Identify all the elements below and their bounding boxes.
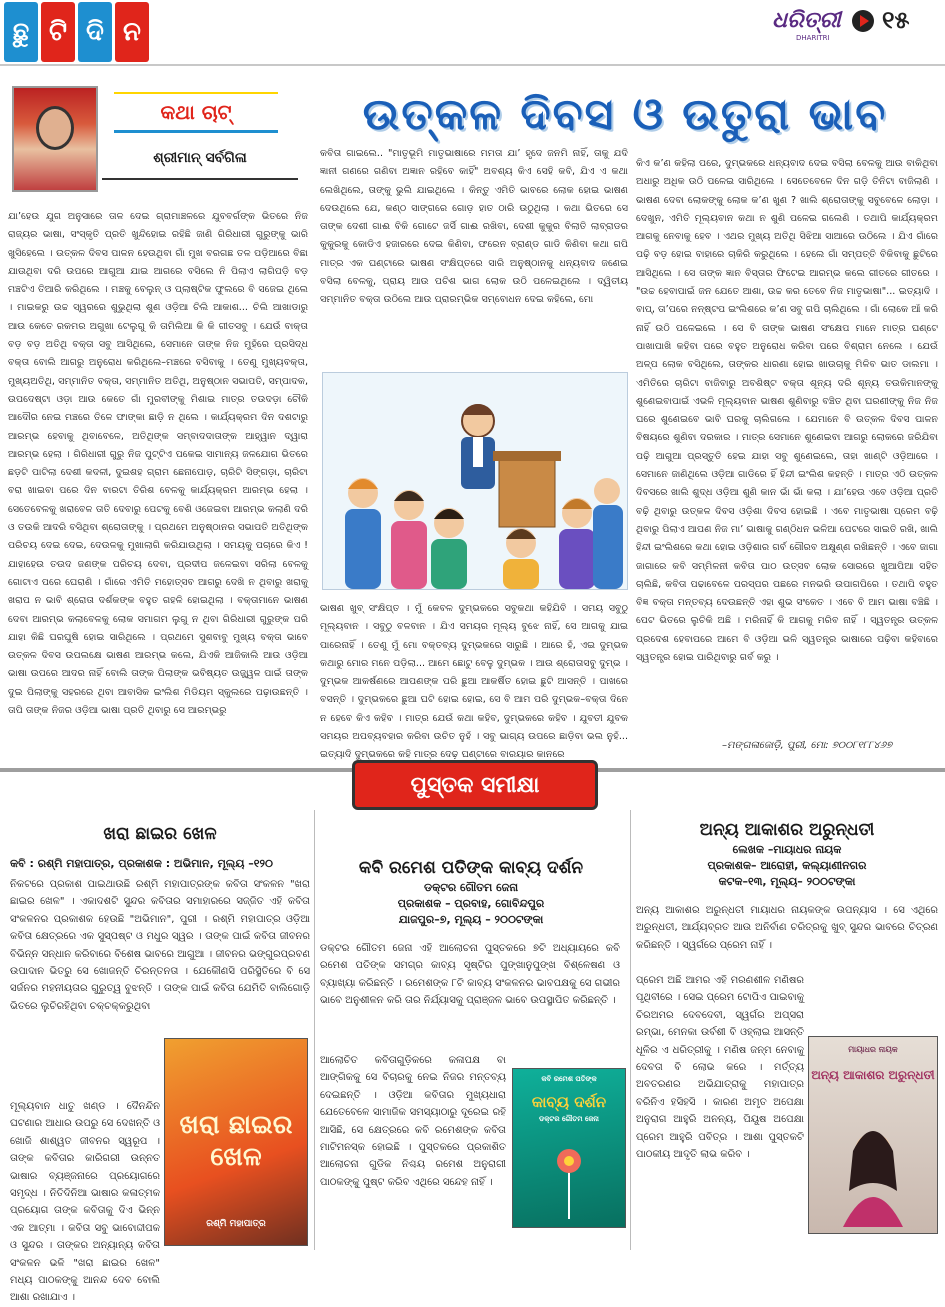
article-headline: ଉତ୍କଳ ଦିବସ ଓ ଉତୁରା ଭାବ bbox=[362, 88, 888, 140]
woman-portrait-icon bbox=[833, 1117, 913, 1227]
newspaper-logo: ଧରିତ୍ରୀ bbox=[772, 8, 841, 33]
author-divider bbox=[102, 178, 298, 180]
review-title-1: ଖରା ଛାଇର ଖେଳ bbox=[103, 824, 217, 844]
flower-icon bbox=[549, 1139, 589, 1219]
review-text-1-cont: ମୂଲ୍ୟବାନ ଧାତୁ ଖଣ୍ଡ । ଦୈନନ୍ଦିନ ଘଟଣାର ଆଧାର ଉପରୁ ସେ ଦେଖନ୍ତି ଓ ଖୋଜି ଶାଶ୍ୱତ ଜୀବନର ସ୍ୱରୂପ । ତାଙ୍କ କବିତାର କାରିଗରୀ ଉନ୍ନତ ଭାଷାର ବ୍ୟଞ୍ଜନାରେ ପ୍ରୟୋଗରେ ସମୃଦ୍ଧ । ନିତିଦିନିଆ ଭାଷାର କଳାତ୍ମକ ପ୍ରୟୋଗ ତାଙ୍କ କବିତାକୁ ଦିଏ ଭିନ୍ନ ଏକ ଆତ୍ମା । କବିତା ସବୁ ଭାବୋଦ୍ଦୀପକ ଓ ସୁନ୍ଦର । ତାଙ୍କର ଅନ୍ୟାନ୍ୟ କବିତା ସଂକଳନ ଭଳି "ଖରା ଛାଇର ଖେଳ" ମଧ୍ୟ ପାଠକଙ୍କୁ ଆନନ୍ଦ ଦେବ ବୋଲି ଆଶା ରଖାଯାଏ । bbox=[10, 1101, 160, 1304]
section-letter: ଟି bbox=[41, 2, 75, 62]
author-photo bbox=[12, 86, 98, 192]
column-divider bbox=[630, 810, 631, 1250]
review-text-3-cont: ପ୍ରେମ ଅଛି ଆମର ଏହି ମରଣଶୀଳ ମଣିଷର ପୃଥିବୀରେ । ସେଇ ପ୍ରେମ ଟୋପିଏ ପାଇବାକୁ ଚିରଅମର ଦେବଦେବୀ, ସ୍ୱର୍ଗର ଅପ୍ସରା ରମ୍ଭା, ମେନକା ଉର୍ବଶୀ ବି ଓହ୍ଲାଇ ଆସନ୍ତି ଧୂଳିର ଏ ଧରିତ୍ରୀକୁ । ମଣିଷ ଜନ୍ମ ନେବାକୁ ଦେବତା ବି ଲୋଭ କରେ । ମର୍ତ୍ତ୍ୟ ଅବତରଣର ଅଭିଯାତ୍ରାକୁ ମହାପାତ୍ର ବରିନିଏ ହସିହସି । କାରଣ ଅମୃତ ଅପେକ୍ଷା ଅନୁରାଗ ଆହୁରି ଅନନ୍ୟ, ପିୟୂଷ ଅପେକ୍ଷା ପ୍ରେମ ଆହୁରି ପବିତ୍ର । ଆଶା ପୁସ୍ତକଟି ପାଠକୀୟ ଆଦୃତି ଲାଭ କରିବ । bbox=[636, 975, 804, 1161]
review-meta-1: କବି : ରଶ୍ମି ମହାପାତ୍ର, ପ୍ରକାଶକ : ଅଭିମାନ, ମୂଲ୍ୟ –୧୨୦ bbox=[10, 857, 273, 870]
review-meta-3: ଲେଖକ –ମାୟାଧର ନାୟକ ପ୍ରକାଶକ– ଆରୋହୀ, କଲ୍ୟାଣୀନଗର କଟକ–୧୩, ମୂଲ୍ୟ– ୨୦୦ଟଙ୍କା bbox=[707, 843, 867, 888]
column-title: କଥା ଚାଟ୍ bbox=[114, 92, 278, 133]
review-text-3: ଅନ୍ୟ ଆକାଶର ଅରୁନ୍ଧତୀ ମାୟାଧର ନାୟକଙ୍କ ଉପନ୍ୟାସ । ସେ ଏଥିରେ ଅରୁନ୍ଧତୀ, ଆର୍ଯ୍ୟବ୍ରତ ଆଉ ଅନିର୍ବାଣ ଚରିତ୍ରକୁ ଖୁବ୍ ସୁନ୍ଦର ଭାବରେ ଚିତ୍ରଣ କରିଛନ୍ତି । ସ୍ୱର୍ଗରେ ପ୍ରେମ ନାହିଁ । bbox=[636, 905, 938, 951]
book-cover-3 bbox=[808, 1036, 938, 1234]
review-text-1: ନିକଟରେ ପ୍ରକାଶ ପାଇଥାଉଛି ରଶ୍ମି ମହାପାତ୍ରଙ୍କ କବିତା ସଂକଳନ "ଖରା ଛାଇର ଖେଳ" । ଏକାଦଶଟି ସୁନ୍ଦର କବିତାର ସମାହାରରେ ସଜ୍ଜିତ ଏହି କବିତା ସଂକଳନର ପ୍ରକାଶକ ହେଉଛି "ଅଭିମାନ", ପୁରୀ । ରଶ୍ମି ମହାପାତ୍ର ଓଡ଼ିଆ କବିତା କ୍ଷେତ୍ରରେ ଏକ ସୁସ୍ପଷ୍ଟ ଓ ମଧୁର ସ୍ୱର । ତାଙ୍କ ପାଇଁ କବିତା ଜୀବନର ବିଭିନ୍ନ ସନ୍ଧାନ କରିବାରେ ବିଶେଷ ଭାବରେ ଆଗୁଆ । ଜୀବନର ଭଙ୍ଗୁରପ୍ରବଣ ଉପାଦାନ ଭିତରୁ ସେ ଖୋଜନ୍ତି ଚିରନ୍ତନତା । ଯେକୌଣସି ପରିସ୍ଥିତିରେ ବି ସେ ସର୍ଜନର ମହନୀୟତାର ଗୁରୁତ୍ୱ ବୁଝନ୍ତି । ତାଙ୍କ ପାଇଁ କବିତା ଯେମିତି ବାଲିଗୋଡ଼ି ଭିତରେ ଲୁଚିରହିଥିବା ଚକ୍‌ଚକ୍‌କରୁଥିବା bbox=[10, 879, 310, 1012]
article-text-col2: କବିତା ଗାଇଲେ.. "ମାତୃଭୂମି ମାତୃଭାଷାରେ ମମତା ଯା’ ହୃଦେ ଜନମି ନାହିଁ, ତାକୁ ଯଦି ଜ୍ଞାନୀ ଗଣରେ ଗଣିବା ଅଜ୍ଞାନ ରହିବେ କାହିଁ" ଅବଶ୍ୟ କିଏ ସେହି କବି, ଯିଏ ଏ କଥା ଲେଖିଥିଲେ, ତାଙ୍କୁ ଭୁଲି ଯାଇଥିଲେ । କିନ୍ତୁ ଏମିତି ଭାବରେ ଲୋକ ହୋଇ ଭାଷଣ ଦେଉଥିଲେ ଯେ, କଣ୍ଠ ସାଙ୍ଗରେ ଗୋଡ଼ ହାତ ଠାରି ଉଠୁଥିଲା । କଥା ଭିତରେ ସେ ତାଙ୍କ ଦେଶୀ ଗାଈ ବିକି ଗୋଟେ ଜର୍ସି ଗାଈ ରଖିବା, ଦେଶୀ କୁକୁର ବିଲାତି ଲାବ୍ରାଡର କୁକୁରକୁ କୋଡିଏ ହଜାରରେ ଦେଇ କିଣିବା, ଫରେନ ବ୍ରାଣ୍ଡ ଗାଡି କିଣିବା କଥା ଗପି ମାତ୍ର ଏକ ଘଣ୍ଟାରେ ଭାଷଣ ସଂକ୍ଷିପ୍ତରେ ସାରି ଅନୁଷ୍ଠାନକୁ ଧନ୍ୟବାଦ ଜଣେଇ ବସିଲା ବେଳକୁ, ପ୍ରାୟ ଆଉ ପଚିଶ ଭାଗ ଲୋକ ଉଠି ପଳେଇଥିଲେ । ଦ୍ୱିତୀୟ ସମ୍ମାନିତ ବକ୍ତା ଉଠିଲେ ଆଉ ପ୍ରାରମ୍ଭିକ ସମ୍ବୋଧନ ଦେଇ କହିଲେ, ମୋ bbox=[320, 148, 628, 306]
article-text-col3: କିଏ କ’ଣ କହିଲା ପରେ, ଦୁମ୍ଭକରେ ଧନ୍ୟବାଦ ଦେଇ ବସିଲା ବେଳକୁ ଆଉ ବାକିଥିବା ଅଧାରୁ ଅଧିକ ଉଠି ପଳେଇ ସାରିଥିଲେ । ସେତେବେଳେ ଦିନ ଗଡ଼ି ତିନିଟା ବାଜିଲାଣି । ଭାଷଣ ଦେବା ଲୋକଙ୍କୁ ଲୋକ କ’ଣ ଖୁଣ ? ଖାଲି ଶ୍ରୋତାଙ୍କୁ ସବୁବେଳେ ଲୋଡ଼ା । ଦେଖୁନ, ଏମିତି ମୂଲ୍ୟବାନ କଥା ନ ଶୁଣି ପଳେଇ ଗଲେଣି । ତଥାପି କାର୍ଯ୍ୟକ୍ରମ ଆଗକୁ ନେବାକୁ ହେବ । ଏଥର ମୁଖ୍ୟ ଅତିଥି ସିଝିଆ ସାଆରେ ଉଠିଲେ । ଯିଏ ଗାଁରେ ପଢ଼ି ବଡ଼ ହୋଇ ବାହାରେ ଚାକିରି କରୁଥିଲେ । ହେଲେ ଗାଁ ସମ୍ପତ୍ତି ବିକିବାକୁ ଛୁଟିରେ ଆସିଥିଲେ । ସେ ତାଙ୍କ ଜ୍ଞାନ ବିସ୍ତାର ଫିଟେଇ ଆରମ୍ଭ କଲେ ଗୀତରେ ଗୀତରେ । "ଉଚ୍ଚ ହେବାପାଇଁ ଜନ ଯେତେ ଆଶା, ଉଚ୍ଚ କର ତେବେ ନିଜ ମାତୃଭାଷା"... ଇତ୍ୟାଦି । ବାପ୍, ତା’ପରେ ନନ୍‌ଷ୍ଟପ ଇଂଲିଶରେ କ’ଣ ସବୁ ଗପି ଚାଲିଥିଲେ । ଗାଁ ଲୋକେ ଆଁ କରି ନାହିଁ ଉଠି ପଳେଇଲେ । ସେ ବି ତାଙ୍କ ଭାଷଣ ସଂକ୍ଷେପ ମାନେ ମାତ୍ର ଘଣ୍ଟେ ପାଖାପାଖି କହିବା ପରେ ବହୁତ ଅନୁରୋଧ କରିବା ପରେ ବିଶ୍ରାମ ନେଲେ । ଯେଉଁ ଅଳ୍ପ ଲୋକ ବସିଥିଲେ, ତାଙ୍କର ଧାରଣା ହୋଇ ଖାଉଚାକୁ ମିଳିବ ଭାତ ଡାଲମା । ଏମିତିରେ ଚାରିଟା ବାଜିବାରୁ ଅବଶିଷ୍ଟ ବକ୍ତା ଶୂନ୍ୟ ଦରି ଶୂନ୍ୟ ତଉକିମାନଙ୍କୁ ଶୁଣେଇବାପାଇଁ ଏଭଳି ମୂଲ୍ୟବାନ ଭାଷଣ ଶୁଣିବାରୁ ବଞ୍ଚିତ ଥିବା ଘରଣୀଙ୍କୁ ନିଜ ନିଜ ଘରେ ଶୁଣେଇବେ ଭାବି ଘରକୁ ଚାଲିଗଲେ । ଯେମାନେ ବି ଉତ୍କଳ ଦିବସ ପାଳନ ବିଷୟରେ ଶୁଣିବା ଦରକାର । ମାତ୍ର ସେମାନେ ଶୁଣେଇବା ଆଗରୁ ଲୋକରେ ଜରିଯିବା ପଢ଼ି ଆଗୁଆ ପ୍ରସ୍ତୁତି ହେଇ ଯାହା ସବୁ ଶୁଣେଇଲେ, ତାହା ଖାଣ୍ଟି ଓଡ଼ିଆରେ । ସେମାନେ ଜାଣିଥିଲେ ଓଡ଼ିଆ ଗାଡିରେ ହିଁ ହିନ୍ଦୀ ଇଂଲିଶ କହନ୍ତି । ମାତ୍ର ଏଠି ଉତ୍କଳ ଦିବସରେ ଖାଲି ଶୁଦ୍ଧ ଓଡ଼ିଆ ଶୁଣି କାନ ଭାଁ ଭାଁ କଲା । ଯା’ହେଉ ଏବେ ଓଡ଼ିଆ ପ୍ରତି ବଢ଼ି ଥିବାରୁ ଉତ୍କଳ ଦିବସ ଓଡ଼ିଶା ଦିବସ ହୋଇଛି । ଏବେ ମାତୃଭାଷା ପ୍ରେମ ବଢ଼ି ଥିବାରୁ ପିଲାଏ ଆପଣ ନିଜ ମା’ ଭାଷାକୁ ଗଣ୍ଠିଧନ ଭଳିଆ ପେଟରେ ସାଇତି ରଖି, ଖାଲି ହିନ୍ଦୀ ଇଂଲିଶରେ କଥା ହୋଇ ଓଡ଼ିଶାର ଗର୍ବ ଗୌରବ ଅକ୍ଷୁଣ୍ଣ ରଖିଛନ୍ତି । ଏବେ ଜାଗା ଜାଗାରେ କବି ସମ୍ମିଳନୀ କବିତା ପାଠ ଉତ୍ସବ ଲୋକ ସୋରରେ ଖୁଆପିଆ ସହିତ ଚାଲିଛି, କବିତା ପଢାବେଳେ ପରସ୍ପର ପଛରେ ମନଭରି ଉପାଗପିରେ । ତଥାପି ବହୁତ ବିଜ୍ଞ ବକ୍ତା ମନ୍ତବ୍ୟ ଦେଉଛନ୍ତି ଏହା ଶୁଭ ସଂକେତ । ଏବେ ବି ଆମ ଭାଷା ବଞ୍ଚିଛି । ପେଟ ଭିତରେ ଲୁଚିକି ଅଛି । ମରିନାହିଁ କି ଆଗକୁ ମରିବ ନାହିଁ । ସ୍ୱତନ୍ତ୍ର ଉତ୍କଳ ପ୍ରଦେଶ ହେବାପରେ ଆମେ ବି ଓଡ଼ିଆ ଭଳି ସ୍ୱତନ୍ତ୍ର ଭାଷାରେ ପଢ଼ିବା କହିବାରେ ସ୍ୱତନ୍ତ୍ର ହୋଇ ପାରିଥିବାରୁ ଗର୍ବ କରୁ । bbox=[636, 158, 938, 664]
review-text-2-cont: ଆଲୋଚିତ କବିତାଗୁଡ଼ିକରେ କଳାପକ୍ଷ ବା ଆଙ୍ଗିକକୁ ସେ ବିଚାରକୁ ନେଇ ନିଜର ମନ୍ତବ୍ୟ ଦେଇଛନ୍ତି । ଓଡ଼ିଆ କବିତାର ମୁଖ୍ୟଧାରା ଯେତେବେଳେ ସାମାଜିକ ସମସ୍ୟାଠାରୁ ଦୂରେଇ ରହି ଆସିଛି, ସେ କ୍ଷେତ୍ରରେ କବି ରମେଶଙ୍କ କବିତା ମାଟିମନସ୍କ ହୋଇଛି । ପୁସ୍ତକରେ ପ୍ରକାଶିତ ଆଲୋଚନା ଗୁଡିକ ନିଶ୍ଚୟ ରମେଶ ଅନୁରାଗୀ ପାଠକଙ୍କୁ ପୁଷ୍ଟ କରିବ ଏଥିରେ ସନ୍ଦେହ ନାହିଁ । bbox=[320, 1055, 506, 1188]
article-text-col2-cont: ଭାଷଣ ଖୁବ୍ ସଂକ୍ଷିପ୍ତ । ମୁଁ କେବଳ ଦୁମ୍ଭକରେ ସବୁକଥା କହିଯିବି । ସମୟ ସବୁଠୁ ମୂଲ୍ୟବାନ । ସବୁଠୁ ବଳବାନ । ଯିଏ ସମୟର ମୂଲ୍ୟ ବୁଝେ ନାହିଁ, ସେ ଆଗକୁ ଯାଇ ପାରେନାହିଁ । ତେଣୁ ମୁଁ ମୋ ବକ୍ତବ୍ୟ ଦୁମ୍ଭକରେ ସାରୁଛି । ଆରେ ହଁ, ଏଇ ଦୁମ୍ଭକ କଥାରୁ ମୋର ମନେ ପଡ଼ିଲା... ଆମେ ଛୋଟୁ ବେଳୁ ଦୁମ୍ଭକ । ଆଉ ଶ୍ରୋତାସବୁ ଦୁମ୍ଭ । ଦୁମ୍ଭକ ଆକର୍ଷଣରେ ଆପଣଙ୍କ ପରି ଛୁଆ ଆକର୍ଷିତ ହୋଇ ଛୁଟି ଆସନ୍ତି । ପାଖରେ ବସନ୍ତି । ଦୁମ୍ଭକରେ ଛୁଆ ଘଟି ହୋଇ ହୋଇ, ସେ ବି ଆମ ପରି ଦୁମ୍ଭକ–ବକ୍ତା ଦିନେ ନ ହେବେ କିଏ କହିବ । ମାତ୍ର ଯେଉଁ କଥା କହିବ, ଦୁମ୍ଭକରେ କହିବ । ଯୁବତୀ ଯୁବକ ସମୟର ଅପବ୍ୟବହାର କରିବା ଉଚିତ ନୁହଁ । ସବୁ ଭାଗ୍ୟ ଉପରେ ଛାଡ଼ିବା ଭଲ ନୁହଁ... ଇତ୍ୟାଦି ଦୁମ୍ଭକରେ କହି ମାତ୍ର ଦେଢ଼ ଘଣ୍ଟାରେ ବାରୟାର କାନରେ bbox=[320, 603, 628, 761]
book-cover-title: କାବ୍ୟ ଦର୍ଶନ bbox=[531, 1093, 607, 1111]
author-signature: –ମଙ୍ଗଳାଜୋଡ଼ି, ପୁରୀ, ମୋ: ୭୦୦୮୧୮୮୪୬୭ bbox=[722, 740, 893, 751]
section-letter: ଛୁ bbox=[4, 2, 38, 62]
review-meta-2: ଡକ୍ଟର ଗୌତମ ଜେନା ପ୍ରକାଶକ – ପ୍ରବାହ, ଗୋବିନ୍ଦପୁର ଯାଜପୁର–୭, ମୂଲ୍ୟ – ୨୦୦ଟଙ୍କା bbox=[397, 881, 545, 926]
book-cover-author: ରଶ୍ମି ମହାପାତ୍ର bbox=[206, 1219, 266, 1229]
section-letter: ନ bbox=[115, 2, 149, 62]
section-letter: ଦି bbox=[78, 2, 112, 62]
book-cover-title: ଅନ୍ୟ ଆକାଶର ଅରୁନ୍ଧତୀ bbox=[811, 1068, 935, 1082]
column-author: ଶ୍ରୀମାନ୍ ସର୍ବଗିଳା bbox=[153, 150, 247, 166]
book-cover-author: ଡକ୍ଟର ଗୌତମ ଜେନା bbox=[539, 1115, 599, 1123]
header-divider bbox=[0, 64, 945, 66]
book-cover-top: ମାୟାଧର ନାୟକ bbox=[848, 1045, 898, 1054]
column-divider bbox=[314, 810, 315, 1250]
book-review-banner: ପୁସ୍ତକ ସମୀକ୍ଷା bbox=[352, 760, 598, 810]
book-cover-2 bbox=[512, 1068, 626, 1228]
newspaper-logo-sub: DHARITRI bbox=[796, 34, 830, 42]
book-cover-1 bbox=[164, 1038, 308, 1246]
review-text-2: ଡକ୍ଟର ଗୌତମ ଜେନା ଏହି ଆଲୋଚନା ପୁସ୍ତକରେ ୭ଟି ଅଧ୍ୟାୟରେ କବି ରମେଶ ପତିଙ୍କ ସମଗ୍ର କାବ୍ୟ ସୃଷ୍ଟିର ପୁଙ୍ଖାନୁପୁଙ୍ଖ ବିଶ୍ଳେଷଣ ଓ ବ୍ୟାଖ୍ୟା କରିଛନ୍ତି । ରମେଶଙ୍କ ୮ଟି କାବ୍ୟ ସଂକଳନର ଭାବପକ୍ଷକୁ ସେ ଗଭୀର ଭାବେ ଅନୁଶୀଳନ କରି ତାର ନିର୍ଯ୍ୟାସକୁ ପ୍ରାଞ୍ଜଳ ଭାବେ ଉପସ୍ଥାପିତ କରିଛନ୍ତି । bbox=[320, 943, 620, 1007]
speaker-illustration bbox=[322, 372, 628, 590]
book-cover-top: କବି ରମେଶ ପତିଙ୍କ bbox=[541, 1075, 597, 1083]
review-title-3: ଅନ୍ୟ ଆକାଶର ଅରୁନ୍ଧତୀ bbox=[699, 820, 875, 840]
play-icon bbox=[852, 10, 874, 32]
section-title bbox=[4, 2, 149, 62]
book-cover-title: ଖରା ଛାଇର ଖେଳ bbox=[179, 1110, 293, 1172]
review-title-2: କବି ରମେଶ ପତିଙ୍କ କାବ୍ୟ ଦର୍ଶନ bbox=[358, 858, 584, 878]
page-number: ୧୫ bbox=[882, 6, 910, 34]
article-text-col1: ଯା’ହେଉ ଯୁଗ ଅନୁସାରେ ତାଳ ଦେଇ ଗ୍ରାମାଞ୍ଚଳରେ ଯୁବବର୍ଗଙ୍କ ଭିତରେ ନିଜ ରାଜ୍ୟର ଭାଷା, ସଂସ୍କୃତି ପ୍ରତି ଖୁନ୍ଦିହୋଇ ରହିଛି ଜାଣି ଗିରିଧାରୀ ଗୁରୁଙ୍କୁ ଭାରି ଖୁସିହେଲେ । ଉତ୍କଳ ଦିବସ ପାଳନ ହେଉଥିବା ଗାଁ ମୁଖ ବରଗଛ ତଳ ପଡ଼ିଆରେ ବିଛା ଯାଉଥିବା ଦରି ଉପରେ ଆଗୁଆ ଯାଇ ଆଗରେ ବସିଲେ ନି ପିଲାଏ ଲାଗିପଡ଼ି ବଡ଼ ମଞ୍ଚଟିଏ ତିଆରି କରିଥିଲେ । ମଞ୍ଚକୁ ବେଲୁନ୍ ଓ ପ୍ଲାଷ୍ଟିକ ଫୁଲରେ ବି ସଜେଇ ଥିଲେ । ମାଇକରୁ ଉଚ୍ଚ ସ୍ୱରରେ ଶୁଭୁଥିଲା ଶୁଣ ଓଡ଼ିଆ ଚିଲି ଆକାଶ... ଚିଲି ଆଖାଡାରୁ ଆଉ କେତେ ରକମର ଅଗୁଖା ଟେଲୁଗୁ କି ତାମିଲିଆ କି କି ଗୀତସବୁ । ଯେଉଁ ବାକ୍ତା ବଡ଼ ବଡ଼ ଅତିଥି ବକ୍ତା ସବୁ ଆସିଥିଲେ, ସେମାନେ ତାଙ୍କ ନିଜ ମୁହଁରେ ପ୍ରସିଦ୍ଧ ବକ୍ତା ବୋଲି ଆଗରୁ ଅନୁରୋଧ କରିଥିଲେ–ମଞ୍ଚରେ ବସିବାକୁ । ତେଣୁ ମୁଖ୍ୟବକ୍ତା, ମୁଖ୍ୟଅତିଥି, ସମ୍ମାନିତ ବକ୍ତା, ସମ୍ମାନିତ ଅତିଥି, ଅନୁଷ୍ଠାନ ସଭାପତି, ସମ୍ପାଦକ, ଉପଦେଷ୍ଟା ଓଡ଼ା ଆଉ କେତେ ଗାଁ ମୁରବୀଙ୍କୁ ମିଶାଇ ମାତ୍ର ତଉଦଡ଼ା ଚୌକି ଆଦୌର ନେଇ ମଞ୍ଚରେ ତିଳେ ଫାଙ୍କା ଛାଡ଼ି ନ ଥିଲେ । କାର୍ଯ୍ୟକ୍ରମ ଦିନ ଦଶଟାରୁ ଆରମ୍ଭ ହେବାକୁ ଥିବାବେଳେ, ଅତିଥିଙ୍କ ସମ୍ବାଦଦାତାଙ୍କ ଆହ୍ୱାନ ଦ୍ୱାରା ଆରମ୍ଭ ହେଲା । ଗିରିଧାରୀ ଗୁରୁ ନିଜ ପୁଟ୍ଟିଏ ପକେଇ ସାମାନ୍ୟ ଜଳଯୋଗ ଭିତରେ ଛଡ଼ଟି ପାଟିଲା ଦେଶୀ କଦଳୀ, ଦୁଇଶହ ଗ୍ରାମ ଛେନାପୋଡ଼, ଚାରିଟି ସିଙ୍ଗଡ଼ା, ଚାରିଟା ବରା ଖାଇବା ପରେ ଦିନ ବାରଟା ତିରିଶ ବେଳକୁ କାର୍ଯ୍ୟକ୍ରମ ଆରମ୍ଭ ହେଲା । ସେତେବେଳକୁ ଖରାବେଳ ତାତି ଦେବାରୁ ପେଟକୁ ବେଶି ଓଜେଇବା ଆରମ୍ଭ କଲାଣି ଦରି ଓ ତଉକି ଆଦରି ବସିଥିବା ଶ୍ରୋତାଙ୍କୁ । ପ୍ରଥମେ ଅନୁଷ୍ଠାନର ସଭାପତି ଅତିଥିଙ୍କ ପରିଚୟ ଦେଇ ଦେଇ, ଦେଉଳକୁ ମୁଖାଲାଗି କରିଯାଉଥିଲା । ସମୟକୁ ପଚାରେ କିଏ ! ଯାହାହେଉ ତଉଦ ଜଣଙ୍କ ପରିଚୟ ଦେବା, ପ୍ରଦୀପ ଜଳେଇବା ସରିଲା ବେଳକୁ ଗୋଟାଏ ପରେ ଘେରାଣି । ଗାଁରେ ଏମିତି ମହୋତ୍ସବ ଆଗରୁ ଦେଖି ନ ଥିବାରୁ ଖରାକୁ ଖରାପ ନ ଭାବି ଶ୍ରୋତା ଦର୍ଶକଙ୍କ ବହୁତ ଗହଳି ହୋଇଥିଲା । ବକ୍ତାମାନେ ଭାଷଣ ଦେବା ଆରମ୍ଭ କଲାବେଳକୁ ଲୋକ ସମାଗମ ଲୁଗୁ ନ ଥିବା ଗିରିଧାରୀ ଗୁରୁଙ୍କ ପରି ଯାହା କିଛି ଘରଘୁଷି ହୋଇ ସାରିଥିଲେ । ପ୍ରଥମେ ସୁଶବାବୁ ମୁଖ୍ୟ ବକ୍ତା ଭାବେ ଉତ୍କଳ ଦିବସ ଉପଲକ୍ଷେ ଭାଷଣ ଆରମ୍ଭ କଲେ, ଯିଏକି ଆଜିକାଲି ଆଉ ଓଡ଼ିଆ ଭାଷା ଉପରେ ଆଦର ନାହିଁ ବୋଲି ତାଙ୍କ ପିଲାଙ୍କ ଭବିଷ୍ୟତ ଉଜ୍ଜ୍ୱଳ ପାଇଁ ତାଙ୍କ ଦୁଇ ପିଲାଙ୍କୁ ସହରରେ ଥିବା ଆବାସିକ ଇଂଲିଶ ମିଡିୟମ ସ୍କୁଲରେ ପଢ଼ାଉଛନ୍ତି । ତାପି ତାଙ୍କ ନିଜର ଓଡ଼ିଆ ଭାଷା ପ୍ରତି ଥିବାରୁ ସେ ଆରମ୍ଭରୁ bbox=[8, 211, 308, 717]
